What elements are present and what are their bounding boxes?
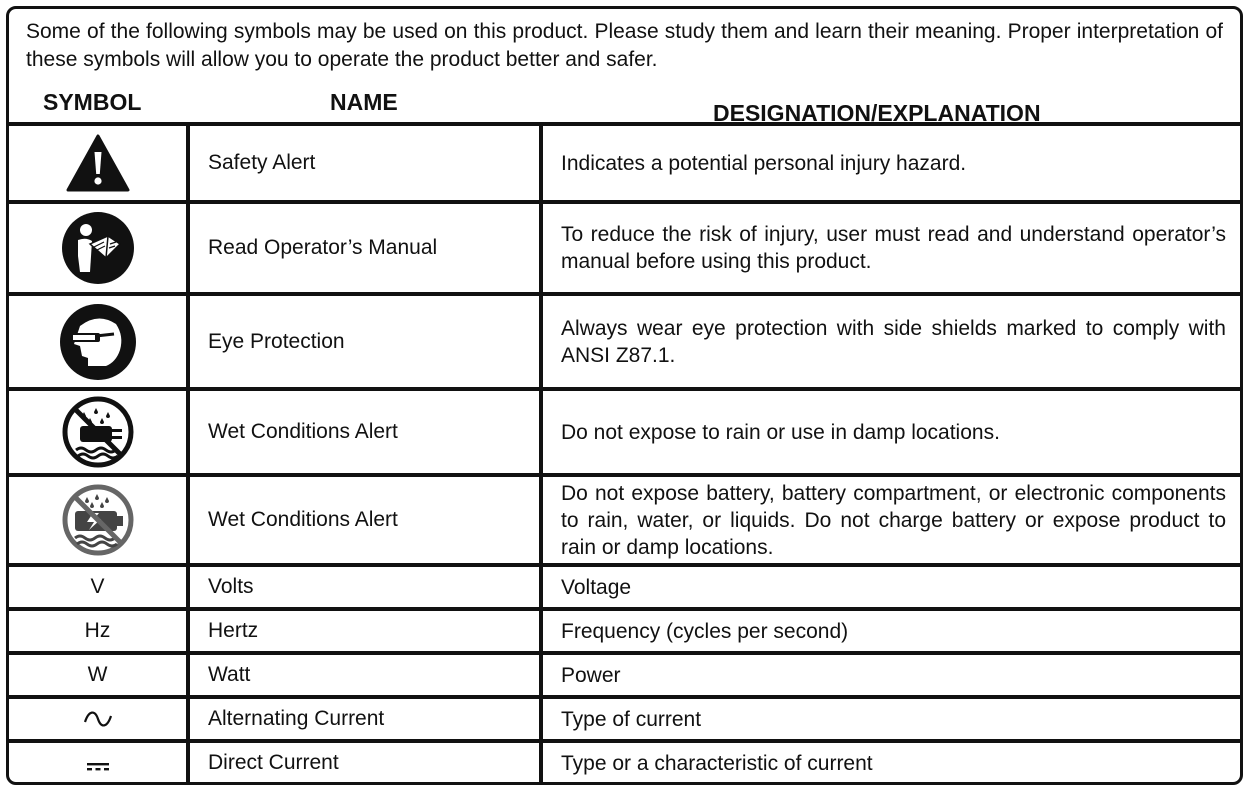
description-text: Frequency (cycles per second)	[561, 619, 849, 643]
direct-current-icon	[87, 762, 109, 772]
table-row	[9, 611, 1240, 655]
eye-protection-icon	[58, 302, 138, 382]
description-text: Always wear eye protection with side shields marked to comply with ANSI Z87.1.	[561, 316, 1226, 367]
alternating-current-icon	[83, 711, 113, 727]
table-row	[9, 391, 1240, 477]
description-text: Do not expose battery, battery compartment, or electronic components to rain, water, or liquids. Do not charge battery or expose product to rain or damp locations.	[561, 481, 1226, 559]
symbol-text: V	[90, 575, 105, 598]
name-cell: Read Operator’s Manual	[190, 204, 543, 292]
symbol-cell	[9, 477, 190, 563]
table-row	[9, 296, 1240, 391]
description-cell	[543, 655, 1240, 695]
table-row	[9, 204, 1240, 296]
symbol-text: W	[87, 663, 108, 686]
name-cell: Watt	[190, 655, 543, 695]
description-cell	[543, 477, 1240, 563]
read-manual-icon	[60, 210, 136, 286]
description-text: Power	[561, 663, 621, 687]
description-cell	[543, 567, 1240, 607]
header-designation: DESIGNATION/EXPLANATION	[713, 100, 1041, 126]
name-cell: Alternating Current	[190, 699, 543, 739]
table-row	[9, 567, 1240, 611]
symbol-cell	[9, 611, 190, 651]
description-text: Do not expose to rain or use in damp locations.	[561, 420, 1000, 444]
description-cell	[543, 391, 1240, 473]
intro-paragraph: Some of the following symbols may be used on this product. Please study them and learn their meaning. Proper interpretation of these symbols will allow you to operate the product better and safer.	[26, 20, 1223, 71]
description-text: Type of current	[561, 707, 702, 731]
description-text: Indicates a potential personal injury hazard.	[561, 151, 967, 175]
symbol-cell	[9, 391, 190, 473]
description-text: Voltage	[561, 575, 632, 599]
symbols-table-panel	[6, 6, 1243, 785]
description-cell	[543, 699, 1240, 739]
description-text: To reduce the risk of injury, user must read and understand operator’s manual before using this product.	[561, 223, 1226, 273]
table-row	[9, 477, 1240, 567]
symbol-cell	[9, 296, 190, 387]
description-cell	[543, 126, 1240, 200]
table-row	[9, 655, 1240, 699]
symbol-cell	[9, 655, 190, 695]
name-cell: Eye Protection	[190, 296, 543, 387]
description-cell	[543, 296, 1240, 387]
description-cell	[543, 611, 1240, 651]
wet-conditions-plug-icon	[62, 396, 134, 468]
symbol-cell	[9, 567, 190, 607]
symbol-text: Hz	[84, 619, 111, 642]
description-text: Type or a characteristic of current	[561, 751, 873, 775]
symbol-cell	[9, 743, 190, 783]
table-row	[9, 126, 1240, 204]
symbol-cell	[9, 204, 190, 292]
header-symbol: SYMBOL	[43, 89, 142, 115]
name-cell: Wet Conditions Alert	[190, 391, 543, 473]
name-cell: Hertz	[190, 611, 543, 651]
name-cell: Direct Current	[190, 743, 543, 783]
table-row	[9, 743, 1240, 783]
table-row	[9, 699, 1240, 743]
symbols-table	[9, 122, 1240, 783]
description-cell	[543, 204, 1240, 292]
name-cell: Wet Conditions Alert	[190, 477, 543, 563]
symbol-cell	[9, 126, 190, 200]
name-cell: Safety Alert	[190, 126, 543, 200]
header-name: NAME	[330, 89, 398, 115]
wet-conditions-battery-icon	[61, 483, 135, 557]
symbol-cell	[9, 699, 190, 739]
description-cell	[543, 743, 1240, 783]
safety-alert-triangle-icon	[66, 134, 130, 192]
name-cell: Volts	[190, 567, 543, 607]
